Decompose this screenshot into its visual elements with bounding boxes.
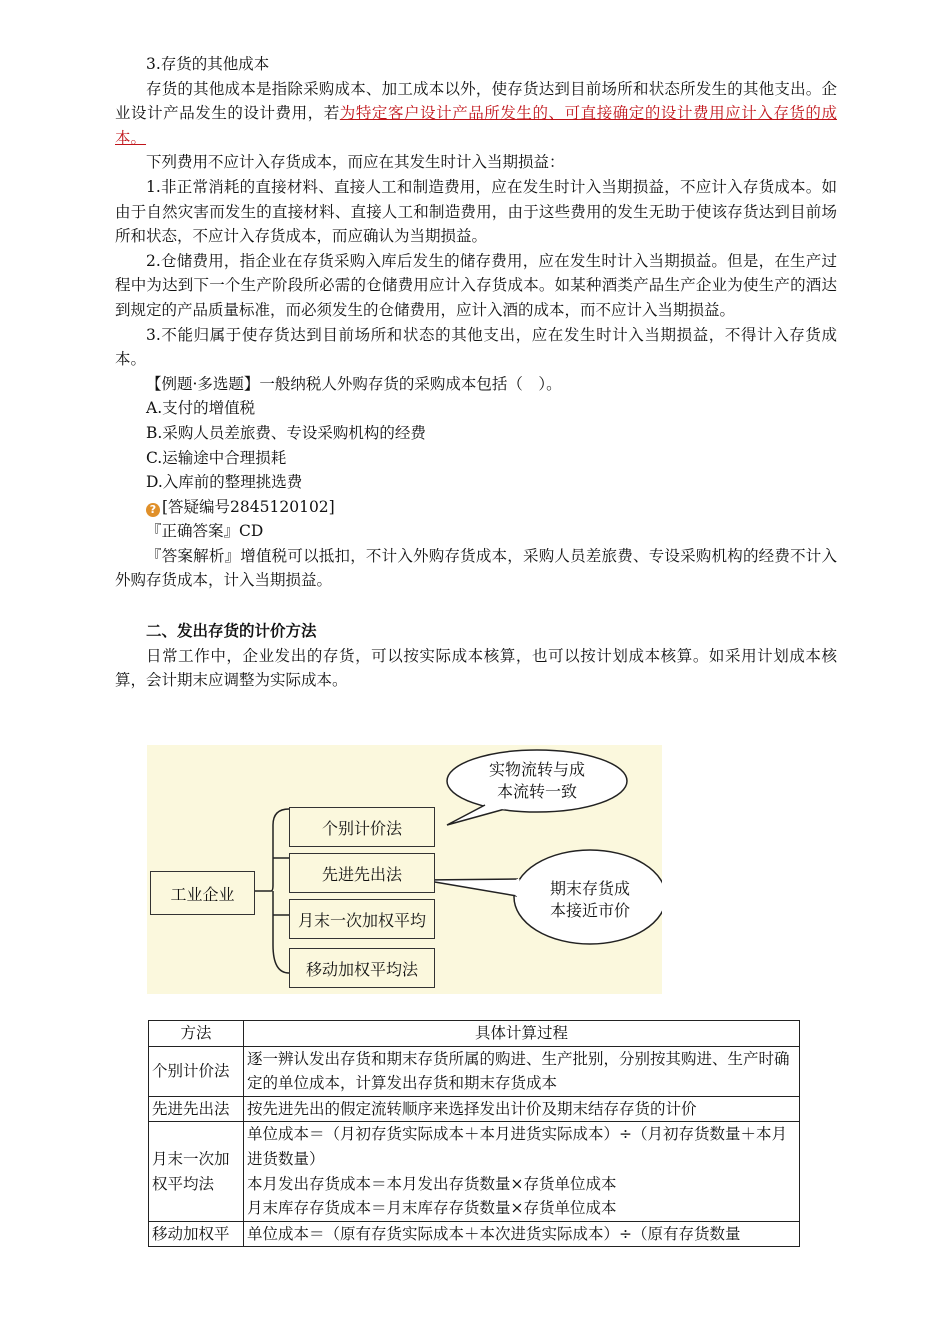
root-box: 工业企业 [150, 871, 255, 915]
bubble-text [527, 878, 653, 922]
section-heading: 3.存货的其他成本 [146, 55, 270, 73]
table-header-row [149, 1021, 800, 1047]
table-cell: 单位成本＝（原有存货实际成本＋本次进货实际成本）÷（原有存货数量 [244, 1221, 800, 1247]
method-box: 移动加权平均法 [289, 948, 435, 988]
table-cell: 先进先出法 [149, 1096, 244, 1122]
paragraph [115, 77, 837, 151]
method-box: 先进先出法 [289, 853, 435, 893]
document-body [115, 52, 837, 693]
bubble-line: 实物流转与成 [488, 760, 585, 779]
table-cell: 按先进先出的假定流转顺序来选择发出计价及期末结存存货的计价 [244, 1096, 800, 1122]
method-box: 月末一次加权平均 [289, 899, 435, 939]
correct-answer: 『正确答案』CD [146, 522, 264, 541]
bubble-line: 本接近市价 [549, 901, 630, 920]
method-diagram [147, 745, 662, 994]
method-box: 个别计价法 [289, 807, 435, 847]
section-heading: 二、发出存货的计价方法 [146, 622, 317, 641]
table-header: 具体计算过程 [244, 1021, 800, 1047]
formula-line: 单位成本＝（月初存货实际成本＋本月进货实际成本）÷（月初存货数量＋本月进货数量） [247, 1125, 787, 1168]
option-d: D.入库前的整理挑选费 [146, 473, 303, 492]
table-row [149, 1046, 800, 1096]
table-row [149, 1096, 800, 1122]
paragraph: 日常工作中，企业发出的存货，可以按实际成本核算，也可以按计划成本核算。如采用计划成本核算，会计期末应调整为实际成本。 [115, 646, 837, 690]
example-question: 【例题·多选题】一般纳税人外购存货的采购成本包括（ ）。 [146, 374, 562, 393]
table-row [149, 1122, 800, 1221]
table-header: 方法 [149, 1021, 244, 1047]
answer-analysis: 『答案解析』增值税可以抵扣，不计入外购存货成本，采购人员差旅费、专设采购机构的经费不计入外购存货成本，计入当期损益。 [115, 546, 837, 590]
formula-line: 月末库存存货成本＝月末库存存货数量×存货单位成本 [247, 1199, 617, 1218]
paragraph-text: 存货的其他成本是指除采购成本、加工成本以外，使存货达到目前场所和状态所发生的其他支出。企业设计产品发生的设计费用，若 [115, 79, 837, 123]
bubble-line: 本流转一致 [496, 782, 577, 801]
table-cell: 月末一次加权平均法 [149, 1122, 244, 1221]
formula-line: 本月发出存货成本＝本月发出存货数量×存货单位成本 [247, 1174, 617, 1193]
question-id-line [115, 495, 837, 520]
list-item: 3.不能归属于使存货达到目前场所和状态的其他支出，应在发生时计入当期损益，不得计入存货成本。 [115, 325, 837, 369]
table-cell: 个别计价法 [149, 1046, 244, 1096]
option-b: B.采购人员差旅费、专设采购机构的经费 [146, 423, 426, 442]
bubble-line: 期末存货成 [549, 879, 630, 898]
table-cell [244, 1122, 800, 1221]
question-icon[interactable]: ? [146, 503, 160, 517]
bubble-text [467, 759, 607, 803]
option-c: C.运输途中合理损耗 [146, 448, 287, 467]
table-cell: 移动加权平 [149, 1221, 244, 1247]
list-item: 1.非正常消耗的直接材料、直接人工和制造费用，应在发生时计入当期损益，不应计入存货成本。如由于自然灾害而发生的直接材料、直接人工和制造费用，由于这些费用的发生无助于使该存货达到目前场所和状态，不应计入存货成本，而应确认为当期损益。 [115, 177, 837, 246]
paragraph: 下列费用不应计入存货成本，而应在其发生时计入当期损益： [146, 153, 565, 172]
option-a: A.支付的增值税 [146, 399, 256, 418]
table-row [149, 1221, 800, 1247]
method-table [148, 1020, 800, 1247]
table-cell: 逐一辨认发出存货和期末存货所属的购进、生产批别，分别按其购进、生产时确定的单位成本，计算发出存货和期末存货成本 [244, 1046, 800, 1096]
question-id: [答疑编号2845120102] [162, 497, 335, 516]
list-item: 2.仓储费用，指企业在存货采购入库后发生的储存费用，应在发生时计入当期损益。但是，在生产过程中为达到下一个生产阶段所必需的仓储费用应计入存货成本。如某种酒类产品生产企业为使生产的酒达到规定的产品质量标准，而必须发生的仓储费用，应计入酒的成本，而不应计入当期损益。 [115, 251, 837, 319]
highlighted-text: 为特定客户设计产品所发生的、可直接确定的设计费用应计入存货的成本。 [115, 104, 837, 147]
